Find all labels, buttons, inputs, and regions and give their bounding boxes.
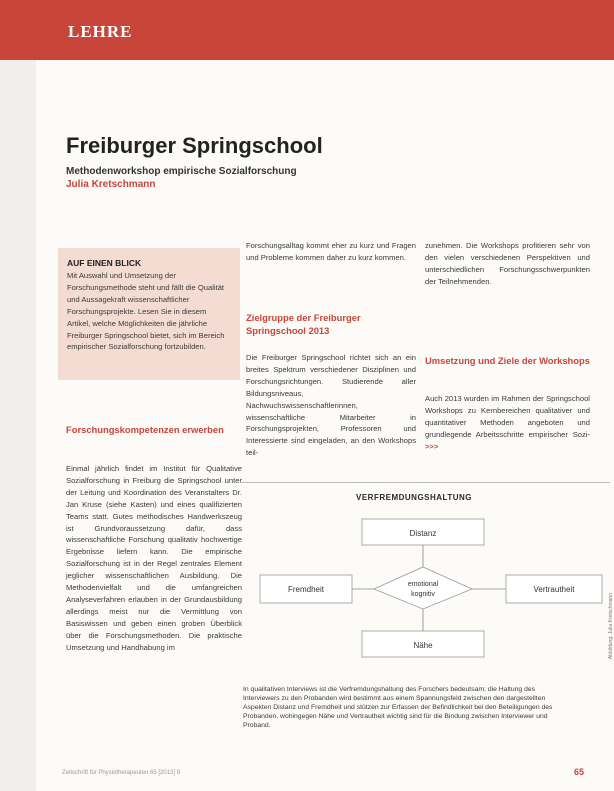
label-emotional: emotional [407,581,439,588]
label-fremdheit: Fremdheit [287,585,325,594]
article-author: Julia Kretschmann [66,179,156,190]
col3-top-body: zunehmen. Die Workshops profitieren sehr von den vielen verschiedenen Perspektiven und unterschiedlichen Forschungsschwerpunkten der Teilnehmenden. [425,241,590,286]
section-banner [0,0,614,60]
diagram-svg [240,483,610,683]
label-naehe: Nähe [413,641,433,650]
section3-body: Auch 2013 wurden im Rahmen der Springschool Workshops zu Kernbereichen qualitativer und quantitativer Methoden angeboten und grundlegende Arbeitsschritte empirischer Sozi- [425,394,590,439]
center-diamond [374,567,472,609]
label-vertrautheit: Vertrautheit [533,585,575,594]
section2-body: Die Freiburger Springschool richtet sich an ein breites Spektrum verschiedener Disziplinen und Forschungsrichtungen. Studierende aller Bildungsniveaus, Nachwuchswissenschaftlerinnen, wissenschaftliche Mitarbeiter in Forschungsprojekten, Professoren und Interessierte sind eingeladen, an den Workshops teil- [246,353,416,458]
figure-caption: In qualitativen Interviews ist die Verfremdungshaltung des Forschers bedeutsam; die Haltung des Interviewers zu den Probanden wird bestimmt aus einem Spannungsfeld zwischen den dargestellten Aspekten Distanz und Fremdheit und stützen zur Erfassen der Befindlichkeit bei den Beteiligungen des Probanden, wohingegen Nähe und Vertrautheit wichtig sind für die Bindung zwischen Interviewer und Proband. [243,686,553,729]
section3-heading: Umsetzung und Ziele der Workshops [425,355,590,366]
label-kognitiv: kognitiv [411,591,435,598]
journal-footer: Zeitschrift für Physiotherapeuten 65 [2013] 9 [62,770,181,776]
section1-body: Einmal jährlich findet im Institut für Qualitative Sozialforschung in Freiburg die Springschool unter der Leitung und Koordination des Veranstalters Dr. Jan Kruse (siehe Kasten) und eines qualifizierten Teams statt. Gutes methodisches Handwerkszeug ist Grundvoraussetzung dafür, dass wissenschaftliche Forschung qualitativ hochwertige Ergebnisse liefern kann. Die empirische Sozialforschung ist in der Regel zentrales Element jeglicher wissenschaftlichen Ausbildung. Die Methodenvielfalt und die umfangreichen Analyseverfahren erlauben in der Grundausbildung allerdings meist nur die Vermittlung von Basiswissen und geben einen groben Überblick über die Forschungsmethoden. Die praktische Umsetzung und Handhabung im [66,464,242,652]
summary-box [58,248,240,380]
section-label: LEHRE [68,22,133,41]
section1-heading: Forschungskompetenzen erwerben [66,424,224,435]
summary-box-body: Mit Auswahl und Umsetzung der Forschungsmethode steht und fällt die Qualität und Aussagekraft wissenschaftlicher Forschungsprojekte. Lesen Sie in diesem Artikel, welche Möglichkeiten die jährliche Freiburger Springschool bietet, sich im Bereich empirischer Sozialforschung fortzubilden. [67,271,225,352]
continue-marker: >>> [425,441,439,451]
page-number: 65 [574,767,585,777]
diagram-title: VERFREMDUNGSHALTUNG [356,493,473,502]
margin-strip [0,60,36,791]
section2-heading: Zielgruppe der Freiburger Springschool 2013 [246,312,361,336]
col2-top-body: Forschungsalltag kommt eher zu kurz und Fragen und Probleme kommen daher zu kurz kommen. [246,241,416,262]
label-distanz: Distanz [409,529,437,538]
article-subtitle: Methodenworkshop empirische Sozialforschung [66,166,297,177]
section3-body-wrap [425,393,590,453]
summary-box-title: AUF EINEN BLICK [67,258,142,268]
article-title: Freiburger Springschool [66,133,323,158]
figure-diagram [240,482,614,683]
figure-credit: Abbildung: Julia Kretschmann [608,593,614,660]
